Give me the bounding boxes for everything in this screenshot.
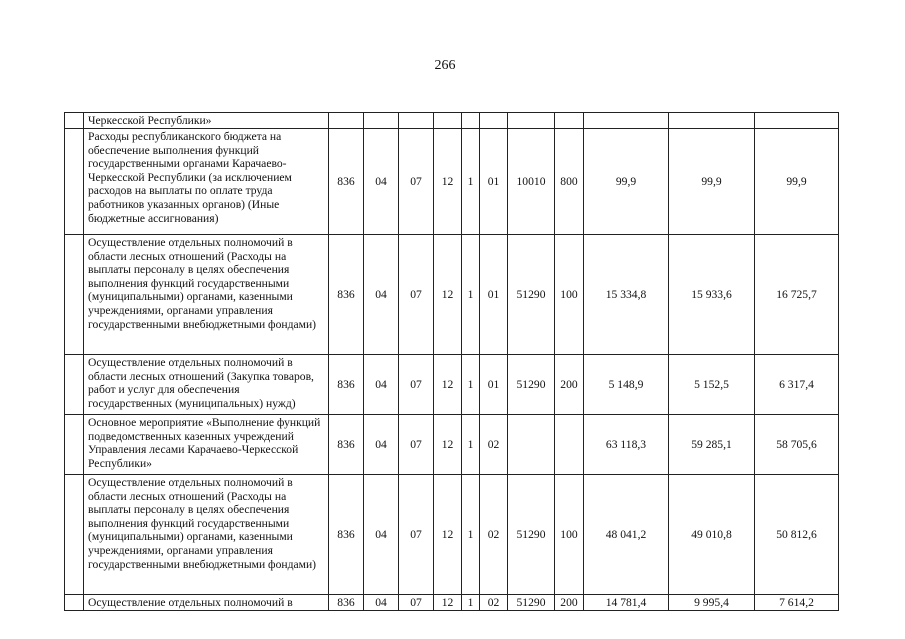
- direction-cell: 51290: [508, 475, 555, 595]
- event-cell: 02: [480, 475, 508, 595]
- event-cell: 02: [480, 595, 508, 611]
- amount-year3-cell: 58 705,6: [755, 415, 839, 475]
- direction-cell: 10010: [508, 129, 555, 235]
- table-row: [65, 415, 839, 475]
- direction-cell: [508, 113, 555, 129]
- subprogram-cell: 1: [462, 129, 480, 235]
- table-row: [65, 355, 839, 415]
- description-cell: Расходы республиканского бюджета на обеспечение выполнения функций государственными органами Карачаево-Черкесской Республики (за исключением расходов на выплаты по оплате труда работников указанных органов) (Иные бюджетные ассигнования): [84, 129, 329, 235]
- description-cell: Осуществление отдельных полномочий в области лесных отношений (Расходы на выплаты персоналу в целях обеспечения выполнения функций государственными (муниципальными) органами, казенными учреждениями, органами управления государственными внебюджетными фондами): [84, 235, 329, 355]
- event-cell: 01: [480, 129, 508, 235]
- amount-year2-cell: 9 995,4: [669, 595, 755, 611]
- event-cell: 02: [480, 415, 508, 475]
- page-number: 266: [434, 58, 456, 73]
- subprogram-cell: [462, 113, 480, 129]
- description-cell: Основное мероприятие «Выполнение функций подведомственных казенных учреждений Управления лесами Карачаево-Черкесской Республики»: [84, 415, 329, 475]
- amount-year3-cell: 99,9: [755, 129, 839, 235]
- row-marker-cell: [65, 235, 84, 355]
- amount-year2-cell: 5 152,5: [669, 355, 755, 415]
- vr-cell: 100: [555, 235, 584, 355]
- event-cell: [480, 113, 508, 129]
- ved-cell: 836: [329, 415, 364, 475]
- amount-year3-cell: 50 812,6: [755, 475, 839, 595]
- program-cell: [434, 113, 462, 129]
- amount-year1-cell: 14 781,4: [584, 595, 669, 611]
- subprogram-cell: 1: [462, 475, 480, 595]
- direction-cell: 51290: [508, 235, 555, 355]
- rz-cell: 04: [364, 595, 399, 611]
- event-cell: 01: [480, 355, 508, 415]
- amount-year2-cell: 99,9: [669, 129, 755, 235]
- ved-cell: 836: [329, 129, 364, 235]
- ved-cell: 836: [329, 235, 364, 355]
- description-cell: Осуществление отдельных полномочий в области лесных отношений (Закупка товаров, работ и услуг для обеспечения государственных (муниципальных) нужд): [84, 355, 329, 415]
- pr-cell: 07: [399, 235, 434, 355]
- row-marker-cell: [65, 355, 84, 415]
- pr-cell: 07: [399, 475, 434, 595]
- pr-cell: [399, 113, 434, 129]
- rz-cell: 04: [364, 235, 399, 355]
- amount-year1-cell: 48 041,2: [584, 475, 669, 595]
- amount-year1-cell: 63 118,3: [584, 415, 669, 475]
- program-cell: 12: [434, 415, 462, 475]
- table-row: [65, 129, 839, 235]
- amount-year2-cell: 15 933,6: [669, 235, 755, 355]
- program-cell: 12: [434, 595, 462, 611]
- amount-year1-cell: 99,9: [584, 129, 669, 235]
- ved-cell: 836: [329, 355, 364, 415]
- vr-cell: 200: [555, 595, 584, 611]
- row-marker-cell: [65, 415, 84, 475]
- rz-cell: 04: [364, 415, 399, 475]
- program-cell: 12: [434, 129, 462, 235]
- pr-cell: 07: [399, 415, 434, 475]
- description-cell: Осуществление отдельных полномочий в области лесных отношений (Расходы на выплаты персоналу в целях обеспечения выполнения функций государственными (муниципальными) органами, казенными учреждениями, органами управления государственными внебюджетными фондами): [84, 475, 329, 595]
- amount-year1-cell: 5 148,9: [584, 355, 669, 415]
- pr-cell: 07: [399, 595, 434, 611]
- rz-cell: 04: [364, 355, 399, 415]
- table-row: [65, 235, 839, 355]
- subprogram-cell: 1: [462, 595, 480, 611]
- amount-year2-cell: 59 285,1: [669, 415, 755, 475]
- pr-cell: 07: [399, 355, 434, 415]
- amount-year1-cell: 15 334,8: [584, 235, 669, 355]
- amount-year3-cell: 7 614,2: [755, 595, 839, 611]
- row-marker-cell: [65, 129, 84, 235]
- event-cell: 01: [480, 235, 508, 355]
- amount-year3-cell: 16 725,7: [755, 235, 839, 355]
- budget-table: [64, 112, 839, 611]
- amount-year1-cell: [584, 113, 669, 129]
- row-marker-cell: [65, 595, 84, 611]
- ved-cell: [329, 113, 364, 129]
- direction-cell: 51290: [508, 595, 555, 611]
- program-cell: 12: [434, 235, 462, 355]
- amount-year3-cell: [755, 113, 839, 129]
- amount-year2-cell: [669, 113, 755, 129]
- ved-cell: 836: [329, 595, 364, 611]
- row-marker-cell: [65, 113, 84, 129]
- description-cell: Черкесской Республики»: [84, 113, 329, 129]
- ved-cell: 836: [329, 475, 364, 595]
- vr-cell: [555, 113, 584, 129]
- direction-cell: 51290: [508, 355, 555, 415]
- amount-year3-cell: 6 317,4: [755, 355, 839, 415]
- vr-cell: [555, 415, 584, 475]
- rz-cell: [364, 113, 399, 129]
- subprogram-cell: 1: [462, 415, 480, 475]
- subprogram-cell: 1: [462, 355, 480, 415]
- table-row: [65, 595, 839, 611]
- pr-cell: 07: [399, 129, 434, 235]
- table-row: [65, 475, 839, 595]
- program-cell: 12: [434, 355, 462, 415]
- direction-cell: [508, 415, 555, 475]
- row-marker-cell: [65, 475, 84, 595]
- vr-cell: 800: [555, 129, 584, 235]
- program-cell: 12: [434, 475, 462, 595]
- vr-cell: 200: [555, 355, 584, 415]
- table-row: [65, 113, 839, 129]
- description-cell: Осуществление отдельных полномочий в: [84, 595, 329, 611]
- amount-year2-cell: 49 010,8: [669, 475, 755, 595]
- vr-cell: 100: [555, 475, 584, 595]
- subprogram-cell: 1: [462, 235, 480, 355]
- rz-cell: 04: [364, 475, 399, 595]
- rz-cell: 04: [364, 129, 399, 235]
